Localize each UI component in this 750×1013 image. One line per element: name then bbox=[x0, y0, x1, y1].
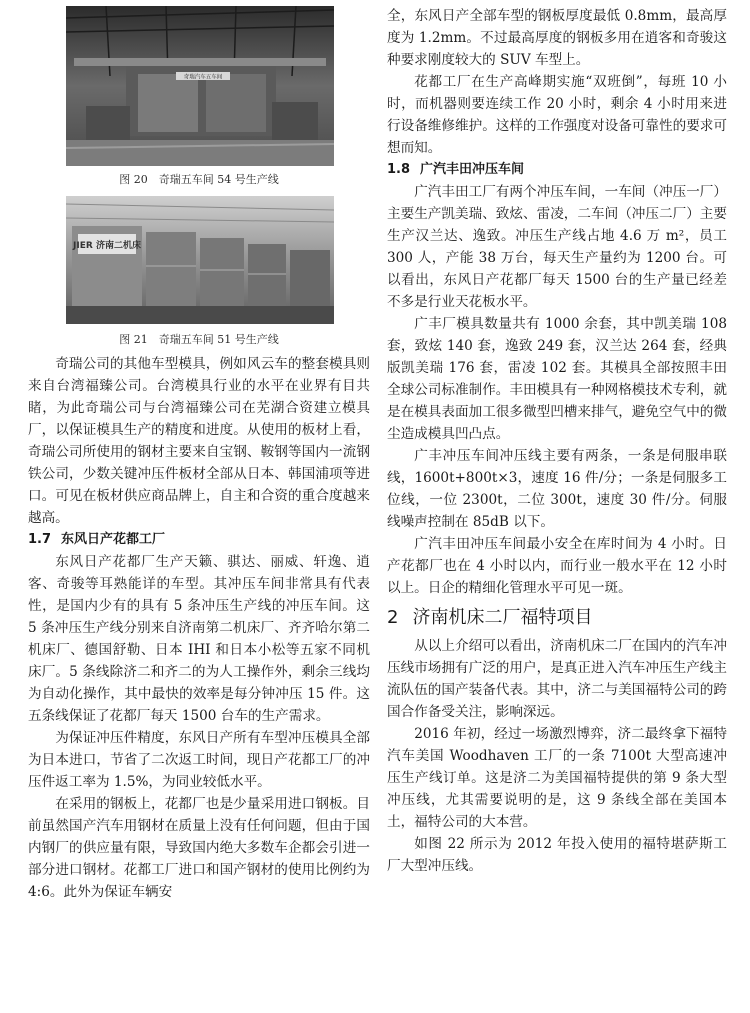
paragraph: 广汽丰田工厂有两个冲压车间，一车间（冲压一厂）主要生产凯美瑞、致炫、雷凌，二车间（冲压二厂）主要生产汉兰达、逸致。冲压生产线占地 4.6 万 m²，员工 300 人，产能 38 万台，每天生产量约为 1200 台。可以看出，东风日产花都厂每天 1500 台的生产量已经差不多是行业天花板水平。 bbox=[387, 184, 727, 310]
paragraph: 为保证冲压件精度，东风日产所有车型冲压模具全部为日本进口，节省了二次返工时间，现日产花都工厂的冲压件返工率为 1.5%，为同业较低水平。 bbox=[28, 730, 370, 790]
section-heading-1-8 bbox=[387, 159, 727, 181]
press-line-54-photo bbox=[66, 6, 334, 166]
figure-21-photo bbox=[66, 196, 334, 324]
paragraph: 奇瑞公司的其他车型模具，例如风云车的整套模具则来自台湾福臻公司。台湾模具行业的水平在业界有目共睹，为此奇瑞公司与台湾福臻公司在芜湖合资建立模具厂，以保证模具生产的精度和进度。从使用的板材上看，奇瑞公司所使用的钢材主要来自宝钢、鞍钢等国内一流钢铁公司，少数关键冲压件板材全部从日本、韩国浦项等进口。可见在板材供应商品牌上，自主和合资的重合度越来越高。 bbox=[28, 356, 370, 526]
figure-20-photo bbox=[66, 6, 334, 166]
paragraph: 广丰厂模具数量共有 1000 余套，其中凯美瑞 108 套，致炫 140 套，逸致 249 套，汉兰达 264 套，经典版凯美瑞 176 套，雷凌 102 套。其模具全部按照丰田全球公司标准制作。丰田模具有一种网格模技术专利，就是在模具表面加工很多微型凹槽来排气，避免空气中的微尘造成模具凹凸点。 bbox=[387, 316, 727, 442]
chapter-title: 济南机床二厂福特项目 bbox=[412, 607, 593, 628]
paragraph: 2016 年初，经过一场激烈博弈，济二最终拿下福特汽车美国 Woodhaven 工厂的一条 7100t 大型高速冲压生产线订单。这是济二为美国福特提供的第 9 条大型冲压线，尤其需要说明的是，这 9 条线全部在美国本土，福特公司的大本营。 bbox=[387, 726, 727, 830]
section-number: 1.7 bbox=[28, 532, 52, 547]
press-line-51-photo bbox=[66, 196, 334, 324]
left-body-text bbox=[28, 353, 370, 903]
paragraph: 如图 22 所示为 2012 年投入使用的福特堪萨斯工厂大型冲压线。 bbox=[387, 836, 727, 874]
paragraph-continued: 全，东风日产全部车型的钢板厚度最低 0.8mm，最高厚度为 1.2mm。不过最高厚度的钢板多用在逍客和奇骏这种要求刚度较大的 SUV 车型上。 bbox=[387, 8, 727, 68]
paragraph: 广丰冲压车间冲压线主要有两条，一条是伺服串联线，1600t+800t×3，速度 16 件/分；一条是伺服多工位线，一位 2300t，二位 300t，速度 30 件/分。伺服线噪声控制在 85dB 以下。 bbox=[387, 448, 727, 530]
paragraph: 花都工厂在生产高峰期实施“双班倒”，每班 10 小时，而机器则要连续工作 20 小时，剩余 4 小时用来进行设备维修维护。这样的工作强度对设备可靠性的要求可想而知。 bbox=[387, 74, 727, 156]
figure-sign-text: 奇瑞汽车五车间 bbox=[183, 74, 223, 81]
figure-sign-text: JIER 济南二机床 bbox=[73, 241, 141, 251]
figure-20-caption: 图 20 奇瑞五车间 54 号生产线 bbox=[119, 173, 279, 186]
paragraph: 在采用的钢板上，花都厂也是少量采用进口钢板。目前虽然国产汽车用钢材在质量上没有任何问题，但由于国内钢厂的供应量有限，导致国内绝大多数车企都会引进一部分进口钢材。花都工厂进口和国产钢材的使用比例约为 4:6。此外为保证车辆安 bbox=[28, 796, 370, 900]
paragraph: 从以上介绍可以看出，济南机床二厂在国内的汽车冲压线市场拥有广泛的用户，是真正进入汽车冲压生产线主流队伍的国产装备代表。其中，济二与美国福特公司的跨国合作备受关注，影响深远。 bbox=[387, 638, 727, 720]
paragraph: 广汽丰田冲压车间最小安全在库时间为 4 小时。日产花都厂也在 4 小时以内，而行业一般水平在 12 小时以上。日企的精细化管理水平可见一斑。 bbox=[387, 536, 727, 596]
section-title: 广汽丰田冲压车间 bbox=[420, 162, 525, 177]
section-number: 1.8 bbox=[387, 162, 411, 177]
section-heading-1-7 bbox=[28, 529, 370, 551]
section-title: 东风日产花都工厂 bbox=[61, 532, 166, 547]
chapter-heading-2 bbox=[387, 603, 727, 633]
paragraph: 东风日产花都厂生产天籁、骐达、丽威、轩逸、逍客、奇骏等耳熟能详的车型。其冲压车间非常具有代表性，是国内少有的具有 5 条冲压生产线的冲压车间。这 5 条冲压生产线分别来自济南第二机床厂、齐齐哈尔第二机床厂、德国舒勒、日本 IHI 和日本小松等五家不同机床厂。5 条线除济二和齐二的为人工操作外，剩余三线均为自动化操作，其中最快的效率是每分钟冲压 15 件。这五条线保证了花都厂每天 1500 台车的生产需求。 bbox=[28, 554, 370, 724]
right-body-text bbox=[387, 5, 727, 877]
figure-21-caption: 图 21 奇瑞五车间 51 号生产线 bbox=[119, 333, 279, 346]
chapter-number: 2 bbox=[387, 607, 399, 628]
